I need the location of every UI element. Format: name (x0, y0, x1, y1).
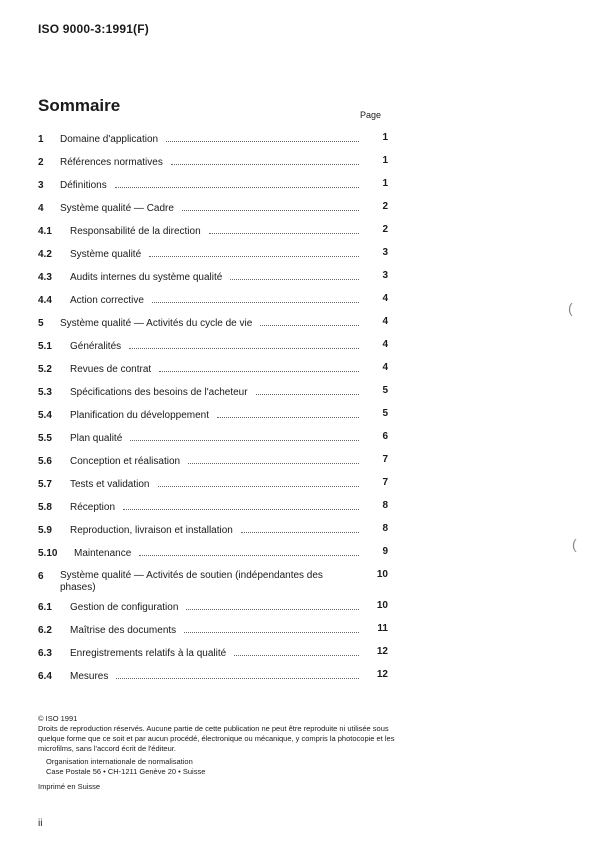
toc-entry[interactable] (38, 409, 388, 432)
toc-entry[interactable] (38, 271, 388, 294)
toc-entry-number: 5 (38, 318, 44, 329)
toc-entry-number: 5.9 (38, 525, 52, 536)
toc-entry[interactable] (38, 601, 388, 624)
copyright-line: © ISO 1991 (38, 714, 78, 723)
dot-leader (159, 371, 359, 372)
toc-entry-number: 5.6 (38, 456, 52, 467)
dot-leader (260, 325, 359, 326)
dot-leader (184, 632, 359, 633)
page-number: ii (38, 818, 43, 829)
toc-entry-label: Plan qualité (70, 433, 123, 444)
toc-entry[interactable] (38, 248, 388, 271)
toc-entry-page: 5 (382, 385, 388, 396)
toc-entry-page: 2 (382, 201, 388, 212)
dot-leader (209, 233, 359, 234)
toc-entry-number: 4.4 (38, 295, 52, 306)
toc-entry-page: 6 (382, 431, 388, 442)
toc-entry-label: Action corrective (70, 295, 144, 306)
toc-entry[interactable] (38, 478, 388, 501)
dot-leader (129, 348, 359, 349)
toc-entry-page: 7 (382, 477, 388, 488)
toc-entry-label: Domaine d'application (60, 134, 159, 145)
dot-leader (171, 164, 359, 165)
dot-leader (166, 141, 359, 142)
toc-entry-page: 5 (382, 408, 388, 419)
toc-entry-page: 11 (377, 623, 388, 634)
toc-entry-label: Conception et réalisation (70, 456, 181, 467)
toc-entry[interactable] (38, 294, 388, 317)
dot-leader (186, 609, 359, 610)
toc-entry-label: Système qualité (70, 249, 142, 260)
toc-entry[interactable] (38, 386, 388, 409)
dot-leader (230, 279, 359, 280)
toc-entry[interactable] (38, 570, 388, 601)
toc-entry-page: 1 (382, 178, 388, 189)
toc-entry[interactable] (38, 501, 388, 524)
toc-entry-page: 12 (376, 669, 388, 680)
toc-entry-page: 4 (382, 316, 388, 327)
toc-entry-page: 10 (376, 600, 388, 611)
toc-entry-number: 6 (38, 571, 44, 582)
copyright-notice (38, 714, 398, 792)
toc-entry-number: 5.8 (38, 502, 52, 513)
toc-entry[interactable] (38, 179, 388, 202)
toc-entry-label: Maîtrise des documents (70, 625, 177, 636)
toc-entry-label: Références normatives (60, 157, 163, 168)
toc-entry[interactable] (38, 317, 388, 340)
toc-entry[interactable] (38, 225, 388, 248)
toc-entry[interactable] (38, 524, 388, 547)
toc-entry-number: 5.7 (38, 479, 52, 490)
toc-entry-label: Gestion de configuration (70, 602, 179, 613)
toc-entry[interactable] (38, 547, 388, 570)
toc-entry-label: Responsabilité de la direction (70, 226, 201, 237)
toc-entry-number: 5.1 (38, 341, 52, 352)
toc-entry-label: Définitions (60, 180, 107, 191)
dot-leader (234, 655, 359, 656)
toc-entry-label: Audits internes du système qualité (70, 272, 223, 283)
dot-leader (149, 256, 359, 257)
toc-entry[interactable] (38, 133, 388, 156)
toc-entry-label: Enregistrements relatifs à la qualité (70, 648, 227, 659)
rights-statement: Droits de reproduction réservés. Aucune partie de cette publication ne peut être reproduite ni utilisée sous quelque forme que ce soit et par aucun procédé, électronique ou mécanique, y compris la photocopie et les microfilms, sans l'accord écrit de l'éditeur. (38, 724, 395, 753)
toc-entry-number: 6.1 (38, 602, 52, 613)
toc-entry[interactable] (38, 432, 388, 455)
toc-entry-page: 1 (382, 132, 388, 143)
document-id: ISO 9000-3:1991(F) (38, 22, 149, 36)
toc-entry[interactable] (38, 340, 388, 363)
toc-entry-page: 1 (382, 155, 388, 166)
toc-entry-page: 4 (382, 339, 388, 350)
dot-leader (123, 509, 359, 510)
toc-entry-page: 8 (382, 500, 388, 511)
toc-entry-number: 4.1 (38, 226, 52, 237)
toc-entry-number: 4.2 (38, 249, 52, 260)
toc-entry-page: 2 (382, 224, 388, 235)
dot-leader (139, 555, 359, 556)
toc-entry-page: 9 (382, 546, 388, 557)
printed-in: Imprimé en Suisse (38, 782, 101, 791)
toc-entry-label: Revues de contrat (70, 364, 152, 375)
organization-address: Case Postale 56 • CH-1211 Genève 20 • Suisse (46, 767, 206, 776)
toc-entry[interactable] (38, 202, 388, 225)
organization-name: Organisation internationale de normalisation (46, 757, 193, 766)
toc-entry-number: 5.10 (38, 548, 58, 559)
toc-entry[interactable] (38, 156, 388, 179)
toc-entry-label: Maintenance (74, 548, 132, 559)
toc-entry-page: 4 (382, 293, 388, 304)
page-column-header: Page (360, 110, 382, 120)
dot-leader (188, 463, 359, 464)
toc-entry-page: 8 (382, 523, 388, 534)
toc-entry[interactable] (38, 624, 388, 647)
toc-entry-number: 5.2 (38, 364, 52, 375)
margin-bracket-icon: ( (572, 536, 577, 552)
dot-leader (182, 210, 359, 211)
table-of-contents (38, 133, 388, 693)
dot-leader (116, 678, 359, 679)
toc-entry-number: 3 (38, 180, 44, 191)
toc-entry-number: 5.5 (38, 433, 52, 444)
dot-leader (256, 394, 359, 395)
toc-entry[interactable] (38, 363, 388, 386)
toc-entry-label: Système qualité — Cadre (60, 203, 174, 214)
toc-entry-number: 1 (38, 134, 44, 145)
toc-entry-number: 2 (38, 157, 44, 168)
toc-entry[interactable] (38, 670, 388, 693)
toc-entry-label: Système qualité — Activités du cycle de vie (60, 318, 253, 329)
toc-entry-page: 4 (382, 362, 388, 373)
toc-entry-number: 5.4 (38, 410, 52, 421)
dot-leader (115, 187, 359, 188)
dot-leader (241, 532, 359, 533)
toc-entry-label: Réception (70, 502, 116, 513)
toc-entry-number: 5.3 (38, 387, 52, 398)
toc-entry-page: 10 (376, 569, 388, 580)
dot-leader (217, 417, 359, 418)
toc-entry-number: 6.2 (38, 625, 52, 636)
dot-leader (152, 302, 359, 303)
page-title: Sommaire (38, 96, 121, 115)
toc-entry-label: Tests et validation (70, 479, 150, 490)
toc-entry[interactable] (38, 647, 388, 670)
toc-entry[interactable] (38, 455, 388, 478)
toc-entry-number: 6.4 (38, 671, 52, 682)
toc-entry-page: 12 (376, 646, 388, 657)
toc-entry-number: 6.3 (38, 648, 52, 659)
toc-entry-label: Système qualité — Activités de soutien (indépendantes des phases) (60, 570, 323, 593)
dot-leader (158, 486, 360, 487)
toc-entry-number: 4.3 (38, 272, 52, 283)
dot-leader (130, 440, 359, 441)
toc-entry-number: 4 (38, 203, 44, 214)
toc-entry-label: Généralités (70, 341, 122, 352)
toc-entry-page: 3 (382, 270, 388, 281)
toc-entry-page: 7 (382, 454, 388, 465)
toc-entry-label: Mesures (70, 671, 109, 682)
toc-entry-label: Spécifications des besoins de l'acheteur (70, 387, 248, 398)
toc-entry-label: Reproduction, livraison et installation (70, 525, 233, 536)
margin-bracket-icon: ( (568, 300, 573, 316)
toc-entry-page: 3 (382, 247, 388, 258)
toc-entry-label: Planification du développement (70, 410, 209, 421)
